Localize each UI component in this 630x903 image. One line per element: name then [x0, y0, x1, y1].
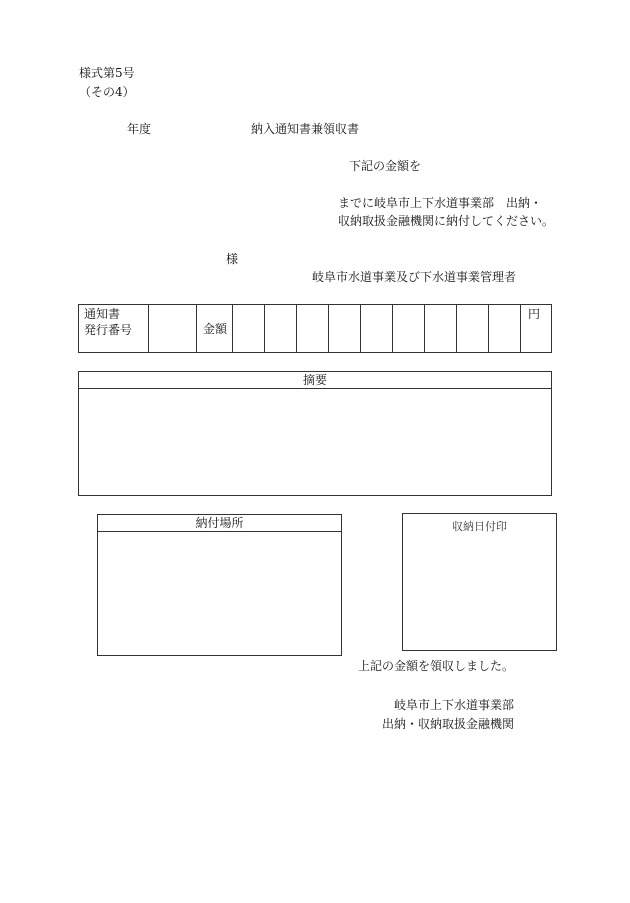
- notice-line-1: 下記の金額を: [349, 159, 422, 173]
- summary-box: [78, 371, 552, 496]
- summary-header: 摘要: [302, 373, 327, 387]
- amount-table: [78, 304, 552, 353]
- payment-place-box: [97, 514, 342, 656]
- fiscal-year-label: 年度: [127, 122, 152, 136]
- notice-line-2: までに岐阜市上下水道事業部 出納・: [338, 196, 543, 210]
- amount-digit-divider: [456, 304, 457, 353]
- amount-table-divider: [148, 304, 149, 353]
- amount-digit-divider: [488, 304, 489, 353]
- payment-place-header-divider: [97, 531, 342, 532]
- amount-digit-divider: [360, 304, 361, 353]
- amount-digit-divider: [392, 304, 393, 353]
- form-sub-number: （その4）: [79, 85, 135, 99]
- amount-digit-divider: [328, 304, 329, 353]
- amount-digit-divider: [520, 304, 521, 353]
- yen-label: 円: [528, 307, 541, 321]
- amount-digit-divider: [296, 304, 297, 353]
- form-number: 様式第5号: [79, 66, 135, 80]
- summary-header-divider: [78, 388, 552, 389]
- receipt-stamp-label: 収納日付印: [452, 520, 507, 533]
- document-title: 納入通知書兼領収書: [251, 122, 360, 136]
- amount-digit-divider: [264, 304, 265, 353]
- receipt-org-line-1: 岐阜市上下水道事業部: [394, 698, 515, 712]
- notice-number-label-2: 発行番号: [84, 323, 133, 337]
- amount-label: 金額: [203, 322, 228, 336]
- amount-table-divider: [196, 304, 197, 353]
- amount-table-divider: [232, 304, 233, 353]
- receipt-statement: 上記の金額を領収しました。: [358, 659, 515, 673]
- notice-line-3: 収納取扱金融機関に納付してください。: [338, 214, 555, 228]
- amount-digit-divider: [424, 304, 425, 353]
- receipt-org-line-2: 出納・収納取扱金融機関: [382, 717, 515, 731]
- notice-number-label-1: 通知書: [84, 307, 121, 321]
- payment-place-header: 納付場所: [195, 516, 244, 530]
- recipient-honorific: 様: [226, 252, 239, 266]
- issuer-name: 岐阜市水道事業及び下水道事業管理者: [312, 270, 517, 284]
